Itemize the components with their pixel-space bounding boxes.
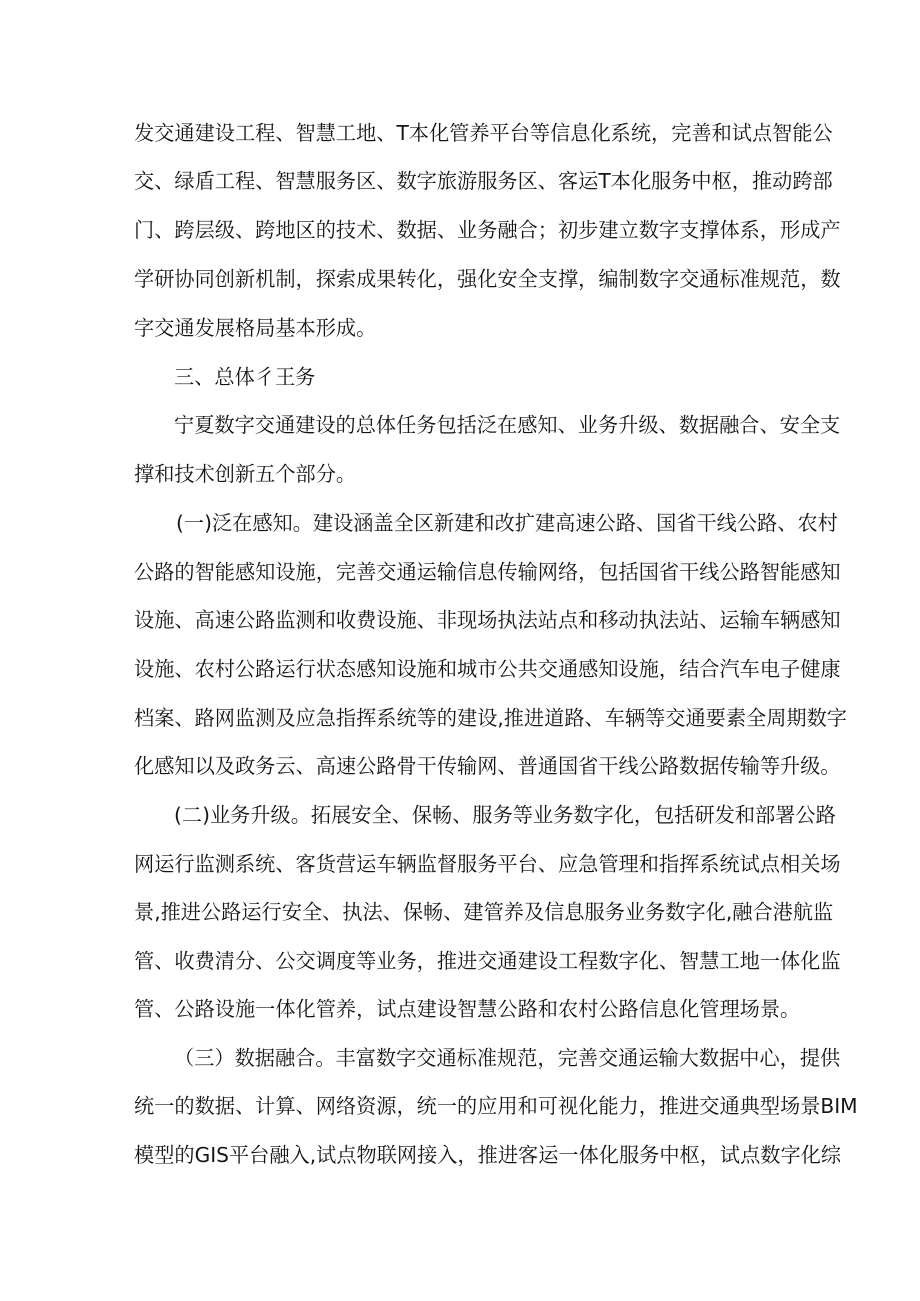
- text-line: 模型的GIS平台融入,试点物联网接入，推进客运一体化服务中枢，试点数字化综: [134, 1143, 842, 1167]
- text-line: 景,推进公路运行安全、执法、保畅、建管养及信息服务业务数字化,融合港航监: [134, 900, 834, 924]
- text-line: 设施、农村公路运行状态感知设施和城市公共交通感知设施，结合汽车电子健康: [134, 657, 841, 681]
- text-line: 设施、高速公路监测和收费设施、非现场执法站点和移动执法站、运输车辆感知: [134, 608, 841, 632]
- text-line: 撑和技术创新五个部分。: [134, 462, 357, 486]
- text-line: 发交通建设工程、智慧工地、T本化管养平台等信息化系统，完善和试点智能公: [134, 121, 833, 145]
- text-line: 门、跨层级、跨地区的技术、数据、业务融合；初步建立数字支撑体系，形成产: [134, 218, 841, 242]
- text-line: 网运行监测系统、客货营运车辆监督服务平台、应急管理和指挥系统试点相关场: [134, 852, 841, 876]
- text-line: (一)泛在感知。建设涵盖全区新建和改扩建高速公路、国省干线公路、农村: [176, 511, 838, 535]
- text-line: 学研协同创新机制，探索成果转化，强化安全支撑，编制数字交通标准规范，数: [134, 267, 841, 291]
- text-line: 统一的数据、计算、网络资源，统一的应用和可视化能力，推进交通典型场景BIM: [134, 1094, 858, 1118]
- text-line: 字交通发展格局基本形成。: [134, 316, 377, 340]
- text-line: 交、绿盾工程、智慧服务区、数字旅游服务区、客运T本化服务中枢，推动跨部: [134, 169, 833, 193]
- text-line: (二)业务升级。拓展安全、保畅、服务等业务数字化，包括研发和部署公路: [174, 803, 836, 827]
- text-line: （三）数据融合。丰富数字交通标准规范，完善交通运输大数据中心，提供: [174, 1046, 841, 1070]
- text-line: 档案、路网监测及应急指挥系统等的建设,推进道路、车辆等交通要素全周期数字: [134, 706, 847, 730]
- section-heading: 三、总体彳王务: [174, 365, 316, 389]
- text-line: 化感知以及政务云、高速公路骨干传输网、普通国省干线公路数据传输等升级。: [134, 754, 841, 778]
- text-line: 宁夏数字交通建设的总体任务包括泛在感知、业务升级、数据融合、安全支: [174, 413, 841, 437]
- text-line: 管、公路设施一体化管养，试点建设智慧公路和农村公路信息化管理场景。: [134, 997, 801, 1021]
- text-line: 公路的智能感知设施，完善交通运输信息传输网络，包括国省干线公路智能感知: [134, 560, 841, 584]
- text-line: 管、收费清分、公交调度等业务，推进交通建设工程数字化、智慧工地一体化监: [134, 949, 841, 973]
